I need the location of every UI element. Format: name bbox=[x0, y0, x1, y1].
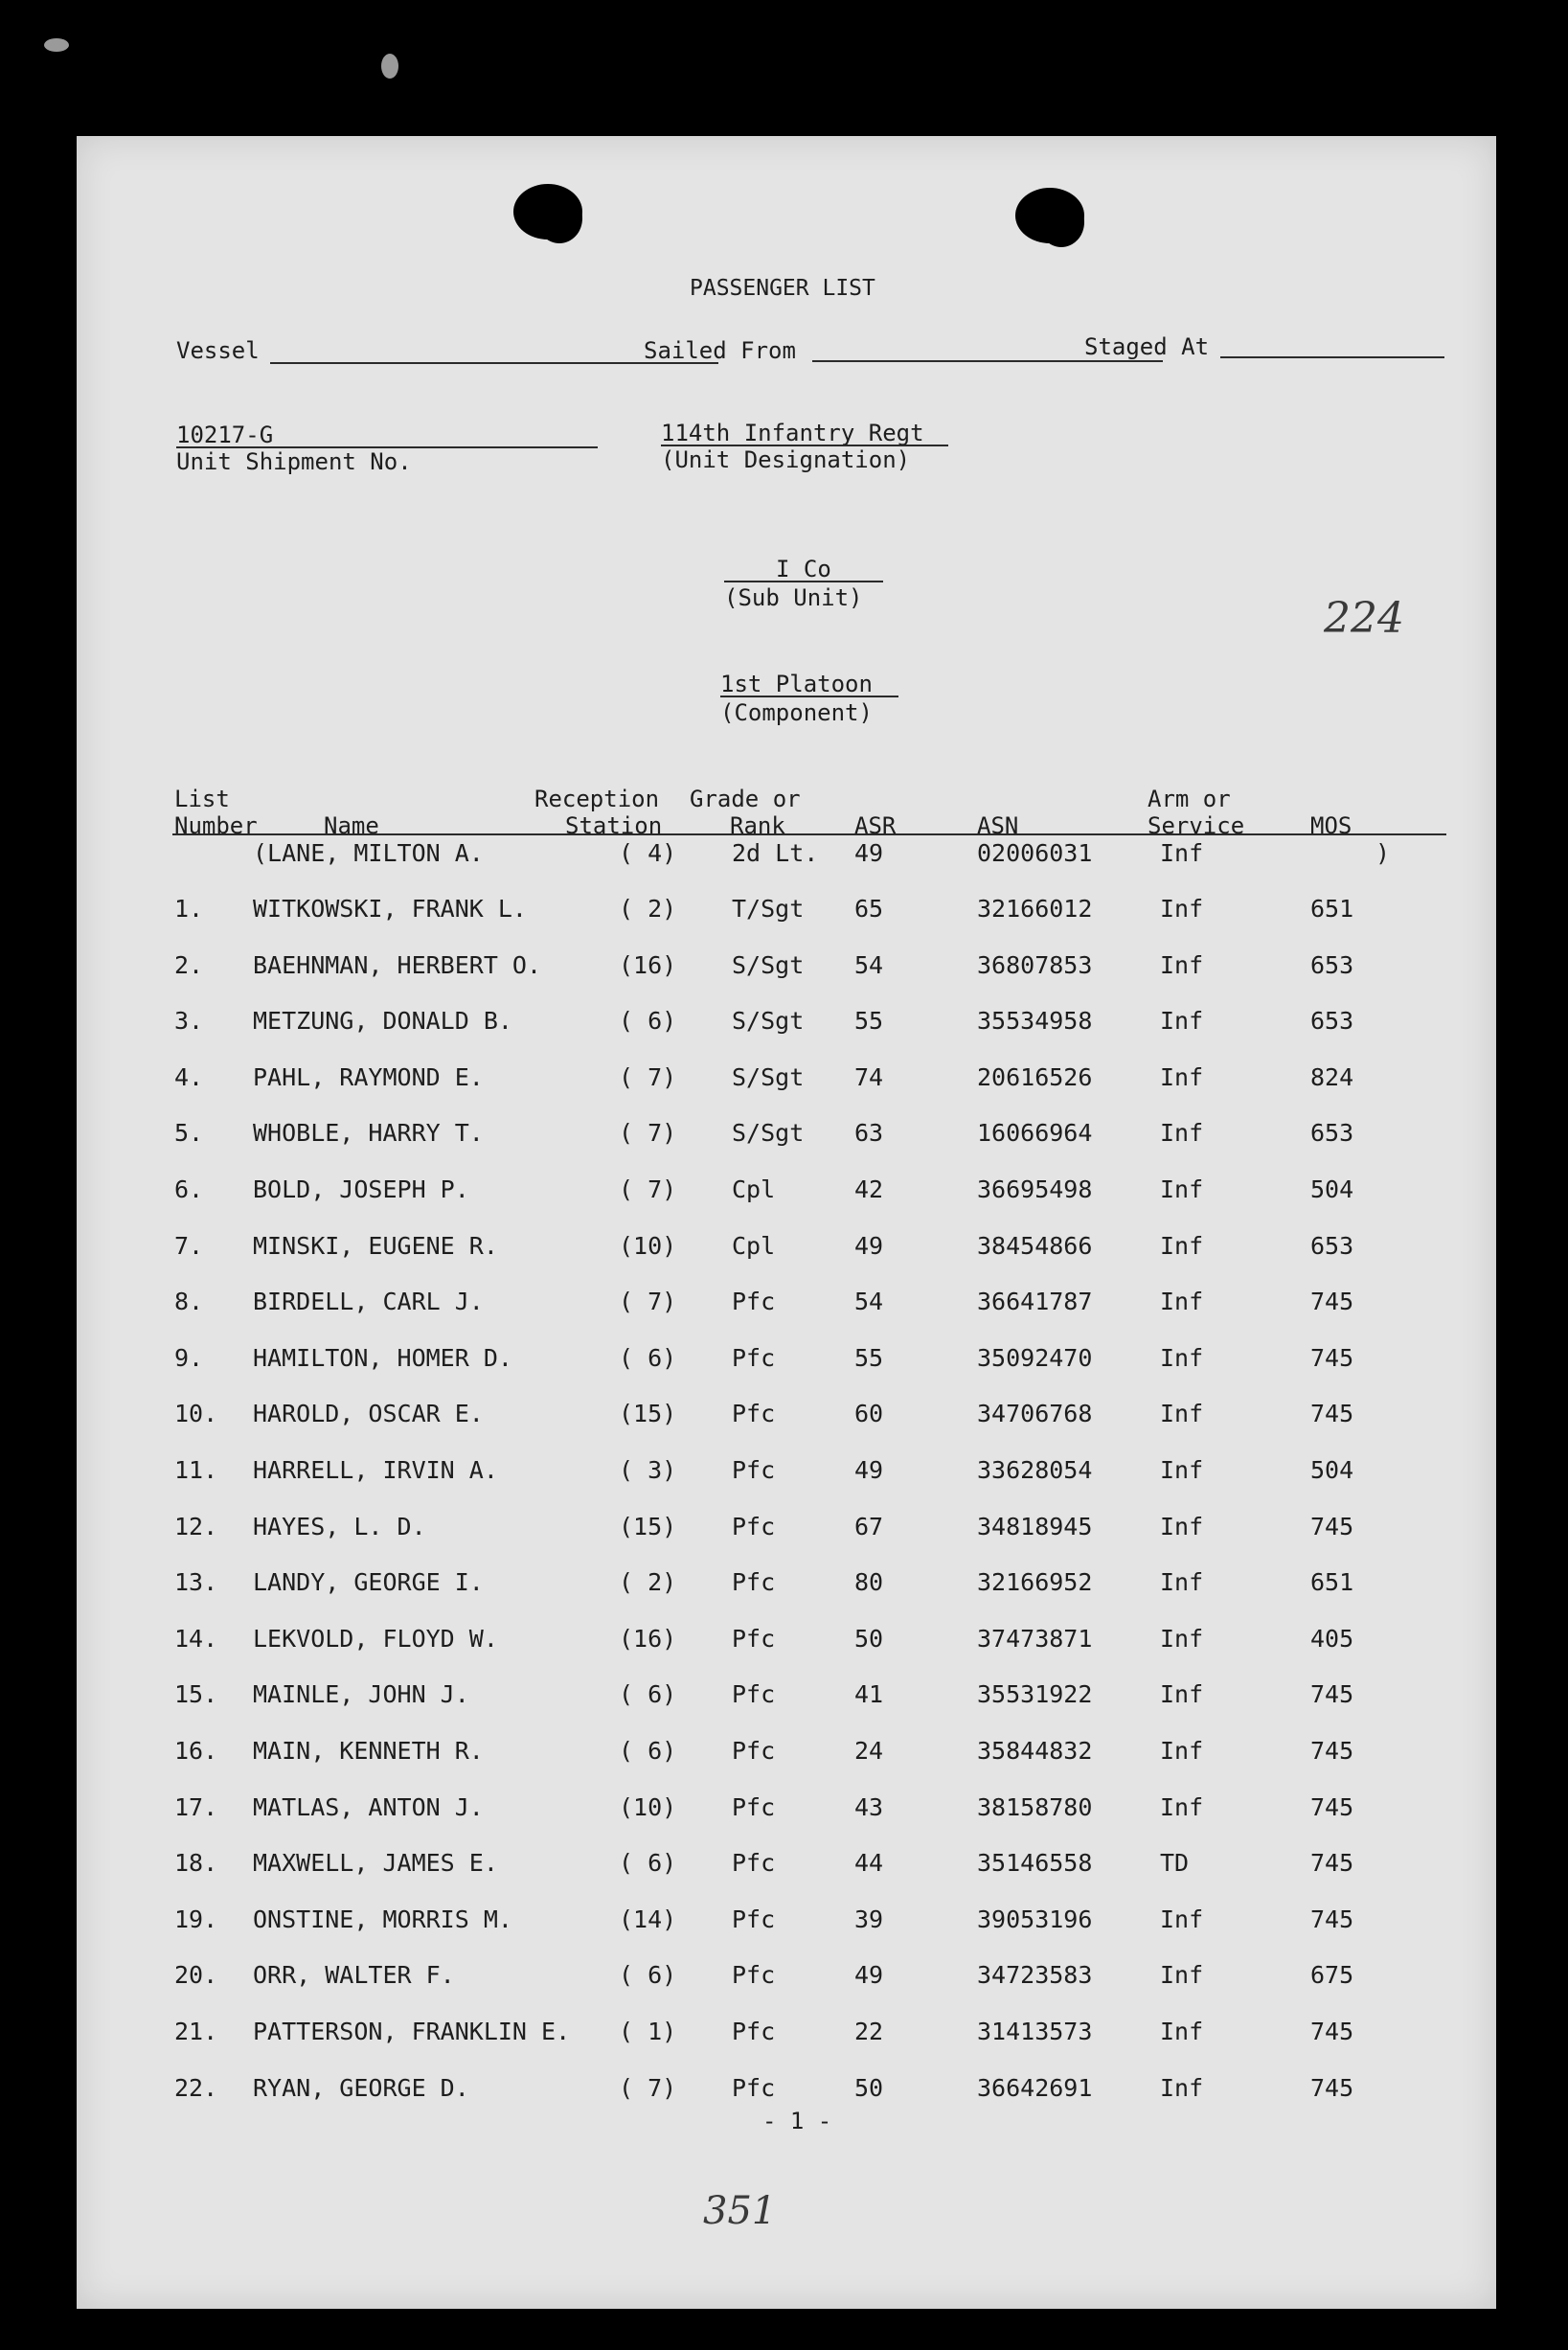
row-arm: TD bbox=[1160, 1849, 1190, 1878]
staged-at-label: Staged At bbox=[1084, 333, 1210, 360]
officer-row bbox=[77, 839, 1496, 878]
row-mos: 504 bbox=[1310, 1456, 1354, 1484]
table-row bbox=[77, 1793, 1496, 1832]
row-mos: 745 bbox=[1310, 1680, 1354, 1709]
table-row bbox=[77, 1175, 1496, 1214]
vessel-label: Vessel bbox=[176, 337, 260, 364]
row-asn: 39053196 bbox=[977, 1905, 1093, 1933]
row-mos: 824 bbox=[1310, 1062, 1354, 1091]
officer-name: (LANE, MILTON A. bbox=[253, 839, 484, 867]
row-asn: 36807853 bbox=[977, 950, 1093, 979]
film-speck bbox=[381, 54, 398, 79]
row-name: MAINLE, JOHN J. bbox=[253, 1680, 469, 1709]
row-grade: Pfc bbox=[732, 1400, 776, 1428]
row-asn: 35844832 bbox=[977, 1737, 1093, 1765]
row-asr: 50 bbox=[854, 2073, 884, 2102]
handwritten-bottom-number: 351 bbox=[703, 2189, 777, 2233]
row-asr: 65 bbox=[854, 895, 884, 923]
row-asn: 36695498 bbox=[977, 1175, 1093, 1203]
row-asr: 60 bbox=[854, 1400, 884, 1428]
row-number: 18. bbox=[174, 1849, 218, 1878]
row-number: 13. bbox=[174, 1568, 218, 1597]
row-name: HAMILTON, HOMER D. bbox=[253, 1343, 512, 1372]
row-arm: Inf bbox=[1160, 1680, 1204, 1709]
row-arm: Inf bbox=[1160, 2018, 1204, 2045]
row-station: ( 1) bbox=[619, 2018, 677, 2045]
col-arm-line2: Service bbox=[1148, 812, 1245, 839]
row-asr: 24 bbox=[854, 1737, 884, 1765]
row-name: MATLAS, ANTON J. bbox=[253, 1792, 484, 1821]
sub-unit-value: I Co bbox=[776, 556, 831, 582]
table-row bbox=[77, 1849, 1496, 1887]
row-arm: Inf bbox=[1160, 1512, 1204, 1540]
row-grade: Pfc bbox=[732, 1456, 776, 1484]
row-asn: 38454866 bbox=[977, 1231, 1093, 1260]
row-arm: Inf bbox=[1160, 1456, 1204, 1484]
row-grade: Pfc bbox=[732, 1849, 776, 1878]
row-arm: Inf bbox=[1160, 1624, 1204, 1653]
row-asn: 31413573 bbox=[977, 2018, 1093, 2045]
row-asr: 55 bbox=[854, 1007, 884, 1036]
row-mos: 653 bbox=[1310, 1007, 1354, 1036]
row-station: ( 7) bbox=[619, 1288, 677, 1316]
row-number: 19. bbox=[174, 1905, 218, 1933]
row-asr: 55 bbox=[854, 1343, 884, 1372]
row-number: 7. bbox=[174, 1231, 204, 1260]
row-asn: 32166952 bbox=[977, 1568, 1093, 1597]
sailed-from-underline bbox=[812, 360, 1163, 362]
row-asr: 49 bbox=[854, 1231, 884, 1260]
table-row bbox=[77, 1119, 1496, 1157]
row-station: ( 7) bbox=[619, 2073, 677, 2102]
document-title: PASSENGER LIST bbox=[690, 276, 875, 301]
row-number: 20. bbox=[174, 1961, 218, 1990]
row-name: MAXWELL, JAMES E. bbox=[253, 1849, 498, 1878]
row-mos: 745 bbox=[1310, 1512, 1354, 1540]
punch-hole-right bbox=[1015, 188, 1084, 243]
col-list-number-line2: Number bbox=[174, 812, 258, 839]
row-asr: 39 bbox=[854, 1905, 884, 1933]
row-asr: 41 bbox=[854, 1680, 884, 1709]
unit-designation-value: 114th Infantry Regt bbox=[661, 420, 924, 446]
table-row bbox=[77, 1288, 1496, 1326]
row-name: PAHL, RAYMOND E. bbox=[253, 1062, 484, 1091]
component-value: 1st Platoon bbox=[720, 671, 873, 697]
unit-shipment-value: 10217-G bbox=[176, 422, 274, 448]
row-station: ( 3) bbox=[619, 1456, 677, 1484]
table-row bbox=[77, 1737, 1496, 1775]
row-asn: 38158780 bbox=[977, 1792, 1093, 1821]
row-arm: Inf bbox=[1160, 1288, 1204, 1316]
row-station: ( 2) bbox=[619, 895, 677, 923]
col-reception-line1: Reception bbox=[534, 786, 660, 812]
row-number: 8. bbox=[174, 1288, 204, 1316]
row-asn: 36642691 bbox=[977, 2073, 1093, 2102]
table-row bbox=[77, 2018, 1496, 2056]
table-row bbox=[77, 1344, 1496, 1382]
col-reception-line2: Station bbox=[565, 812, 663, 839]
row-number: 4. bbox=[174, 1062, 204, 1091]
row-number: 15. bbox=[174, 1680, 218, 1709]
row-name: WITKOWSKI, FRANK L. bbox=[253, 895, 527, 923]
row-station: ( 6) bbox=[619, 1961, 677, 1990]
officer-grade: 2d Lt. bbox=[732, 839, 819, 867]
row-arm: Inf bbox=[1160, 1568, 1204, 1597]
row-station: ( 6) bbox=[619, 1680, 677, 1709]
row-grade: Pfc bbox=[732, 1680, 776, 1709]
row-asn: 34723583 bbox=[977, 1961, 1093, 1990]
row-station: (10) bbox=[619, 1231, 677, 1260]
row-asr: 44 bbox=[854, 1849, 884, 1878]
row-number: 1. bbox=[174, 895, 204, 923]
row-mos: 675 bbox=[1310, 1961, 1354, 1990]
row-grade: Pfc bbox=[732, 2018, 776, 2045]
table-row bbox=[77, 1568, 1496, 1607]
row-asr: 49 bbox=[854, 1961, 884, 1990]
row-asn: 35534958 bbox=[977, 1007, 1093, 1036]
table-row bbox=[77, 895, 1496, 933]
row-asn: 34818945 bbox=[977, 1512, 1093, 1540]
row-arm: Inf bbox=[1160, 1400, 1204, 1428]
col-mos: MOS bbox=[1310, 812, 1352, 839]
row-mos: 745 bbox=[1310, 1737, 1354, 1765]
row-number: 11. bbox=[174, 1456, 218, 1484]
row-arm: Inf bbox=[1160, 1175, 1204, 1203]
film-speck bbox=[44, 38, 69, 52]
row-name: METZUNG, DONALD B. bbox=[253, 1007, 512, 1036]
row-mos: 651 bbox=[1310, 895, 1354, 923]
row-grade: Pfc bbox=[732, 1737, 776, 1765]
row-grade: Pfc bbox=[732, 1961, 776, 1990]
officer-close-paren: ) bbox=[1375, 839, 1391, 867]
row-name: BAEHNMAN, HERBERT O. bbox=[253, 950, 542, 979]
handwritten-page-number: 224 bbox=[1324, 594, 1404, 643]
table-row bbox=[77, 1680, 1496, 1719]
row-asr: 67 bbox=[854, 1512, 884, 1540]
col-arm-line1: Arm or bbox=[1148, 786, 1231, 812]
sailed-from-label: Sailed From bbox=[644, 337, 796, 364]
row-asr: 54 bbox=[854, 950, 884, 979]
row-arm: Inf bbox=[1160, 1737, 1204, 1765]
row-name: HAYES, L. D. bbox=[253, 1512, 426, 1540]
row-asr: 54 bbox=[854, 1288, 884, 1316]
row-number: 9. bbox=[174, 1343, 204, 1372]
row-arm: Inf bbox=[1160, 1119, 1204, 1148]
row-number: 12. bbox=[174, 1512, 218, 1540]
row-mos: 745 bbox=[1310, 1343, 1354, 1372]
row-station: (16) bbox=[619, 950, 677, 979]
row-name: RYAN, GEORGE D. bbox=[253, 2073, 469, 2102]
officer-station: ( 4) bbox=[619, 839, 677, 867]
row-station: ( 7) bbox=[619, 1119, 677, 1148]
col-asr: ASR bbox=[854, 812, 897, 839]
col-list-number-line1: List bbox=[174, 786, 230, 812]
row-mos: 745 bbox=[1310, 1905, 1354, 1933]
row-asr: 74 bbox=[854, 1062, 884, 1091]
unit-designation-label: (Unit Designation) bbox=[661, 446, 911, 473]
row-number: 22. bbox=[174, 2073, 218, 2102]
table-row bbox=[77, 1513, 1496, 1551]
table-row bbox=[77, 1063, 1496, 1102]
table-row bbox=[77, 1400, 1496, 1438]
col-grade-line1: Grade or bbox=[690, 786, 801, 812]
row-name: BOLD, JOSEPH P. bbox=[253, 1175, 469, 1203]
row-station: ( 6) bbox=[619, 1007, 677, 1036]
row-mos: 651 bbox=[1310, 1568, 1354, 1597]
row-mos: 504 bbox=[1310, 1175, 1354, 1203]
row-arm: Inf bbox=[1160, 1792, 1204, 1821]
row-asr: 80 bbox=[854, 1568, 884, 1597]
row-asr: 50 bbox=[854, 1624, 884, 1653]
row-asn: 34706768 bbox=[977, 1400, 1093, 1428]
row-name: ORR, WALTER F. bbox=[253, 1961, 455, 1990]
unit-shipment-label: Unit Shipment No. bbox=[176, 448, 412, 475]
row-asr: 43 bbox=[854, 1792, 884, 1821]
row-grade: Pfc bbox=[732, 1792, 776, 1821]
row-grade: Pfc bbox=[732, 1343, 776, 1372]
row-grade: Cpl bbox=[732, 1231, 776, 1260]
row-grade: Pfc bbox=[732, 2073, 776, 2102]
header-underline bbox=[172, 833, 1446, 835]
row-grade: Cpl bbox=[732, 1175, 776, 1203]
row-name: ONSTINE, MORRIS M. bbox=[253, 1905, 512, 1933]
row-mos: 745 bbox=[1310, 1792, 1354, 1821]
row-number: 14. bbox=[174, 1624, 218, 1653]
row-number: 2. bbox=[174, 950, 204, 979]
row-arm: Inf bbox=[1160, 1062, 1204, 1091]
row-asr: 42 bbox=[854, 1175, 884, 1203]
row-asn: 35146558 bbox=[977, 1849, 1093, 1878]
row-name: PATTERSON, FRANKLIN E. bbox=[253, 2018, 571, 2045]
row-station: ( 6) bbox=[619, 1737, 677, 1765]
row-number: 3. bbox=[174, 1007, 204, 1036]
row-station: (14) bbox=[619, 1905, 677, 1933]
row-asn: 20616526 bbox=[977, 1062, 1093, 1091]
row-mos: 745 bbox=[1310, 1288, 1354, 1316]
row-asn: 32166012 bbox=[977, 895, 1093, 923]
component-underline bbox=[720, 696, 898, 697]
row-name: HAROLD, OSCAR E. bbox=[253, 1400, 484, 1428]
officer-arm: Inf bbox=[1160, 839, 1204, 867]
row-name: LANDY, GEORGE I. bbox=[253, 1568, 484, 1597]
col-asn: ASN bbox=[977, 812, 1019, 839]
table-row bbox=[77, 1905, 1496, 1944]
table-row bbox=[77, 1456, 1496, 1494]
row-number: 5. bbox=[174, 1119, 204, 1148]
row-station: (15) bbox=[619, 1400, 677, 1428]
row-mos: 653 bbox=[1310, 950, 1354, 979]
row-arm: Inf bbox=[1160, 1231, 1204, 1260]
row-arm: Inf bbox=[1160, 1961, 1204, 1990]
row-station: (10) bbox=[619, 1792, 677, 1821]
table-row bbox=[77, 1625, 1496, 1663]
row-name: WHOBLE, HARRY T. bbox=[253, 1119, 484, 1148]
row-station: (15) bbox=[619, 1512, 677, 1540]
row-grade: Pfc bbox=[732, 1288, 776, 1316]
row-number: 17. bbox=[174, 1792, 218, 1821]
row-name: MAIN, KENNETH R. bbox=[253, 1737, 484, 1765]
row-mos: 653 bbox=[1310, 1119, 1354, 1148]
row-asr: 22 bbox=[854, 2018, 884, 2045]
row-arm: Inf bbox=[1160, 1343, 1204, 1372]
staged-at-underline bbox=[1220, 356, 1444, 358]
row-station: ( 6) bbox=[619, 1849, 677, 1878]
row-grade: S/Sgt bbox=[732, 1119, 805, 1148]
row-arm: Inf bbox=[1160, 1905, 1204, 1933]
row-grade: S/Sgt bbox=[732, 1007, 805, 1036]
row-grade: Pfc bbox=[732, 1568, 776, 1597]
row-station: ( 6) bbox=[619, 1343, 677, 1372]
row-number: 10. bbox=[174, 1400, 218, 1428]
row-asr: 63 bbox=[854, 1119, 884, 1148]
row-asn: 35092470 bbox=[977, 1343, 1093, 1372]
punch-hole-left bbox=[513, 184, 582, 240]
row-asn: 37473871 bbox=[977, 1624, 1093, 1653]
row-station: ( 7) bbox=[619, 1175, 677, 1203]
row-name: HARRELL, IRVIN A. bbox=[253, 1456, 498, 1484]
col-grade-line2: Rank bbox=[730, 812, 785, 839]
row-mos: 745 bbox=[1310, 1400, 1354, 1428]
row-station: ( 2) bbox=[619, 1568, 677, 1597]
table-row bbox=[77, 1232, 1496, 1270]
table-row bbox=[77, 1007, 1496, 1045]
row-asn: 36641787 bbox=[977, 1288, 1093, 1316]
row-number: 21. bbox=[174, 2018, 218, 2045]
row-arm: Inf bbox=[1160, 895, 1204, 923]
row-asr: 49 bbox=[854, 1456, 884, 1484]
row-grade: Pfc bbox=[732, 1905, 776, 1933]
row-grade: Pfc bbox=[732, 1624, 776, 1653]
row-name: MINSKI, EUGENE R. bbox=[253, 1231, 498, 1260]
officer-asn: 02006031 bbox=[977, 839, 1093, 867]
passenger-list-page bbox=[77, 136, 1496, 2309]
row-grade: T/Sgt bbox=[732, 895, 805, 923]
page-footer: - 1 - bbox=[762, 2108, 832, 2134]
row-number: 6. bbox=[174, 1175, 204, 1203]
row-asn: 35531922 bbox=[977, 1680, 1093, 1709]
row-arm: Inf bbox=[1160, 2073, 1204, 2102]
row-mos: 745 bbox=[1310, 2018, 1354, 2045]
row-arm: Inf bbox=[1160, 1007, 1204, 1036]
row-grade: Pfc bbox=[732, 1512, 776, 1540]
row-asn: 33628054 bbox=[977, 1456, 1093, 1484]
officer-asr: 49 bbox=[854, 839, 884, 867]
row-grade: S/Sgt bbox=[732, 1062, 805, 1091]
row-grade: S/Sgt bbox=[732, 950, 805, 979]
row-station: ( 7) bbox=[619, 1062, 677, 1091]
table-row bbox=[77, 951, 1496, 990]
component-label: (Component) bbox=[720, 699, 873, 726]
row-station: (16) bbox=[619, 1624, 677, 1653]
col-name: Name bbox=[324, 812, 379, 839]
row-name: BIRDELL, CARL J. bbox=[253, 1288, 484, 1316]
row-mos: 745 bbox=[1310, 1849, 1354, 1878]
row-arm: Inf bbox=[1160, 950, 1204, 979]
row-name: LEKVOLD, FLOYD W. bbox=[253, 1624, 498, 1653]
row-mos: 405 bbox=[1310, 1624, 1354, 1653]
row-mos: 745 bbox=[1310, 2073, 1354, 2102]
sub-unit-underline bbox=[724, 581, 883, 582]
row-number: 16. bbox=[174, 1737, 218, 1765]
row-asn: 16066964 bbox=[977, 1119, 1093, 1148]
table-row bbox=[77, 2074, 1496, 2112]
row-mos: 653 bbox=[1310, 1231, 1354, 1260]
table-row bbox=[77, 1961, 1496, 1999]
sub-unit-label: (Sub Unit) bbox=[724, 584, 863, 611]
